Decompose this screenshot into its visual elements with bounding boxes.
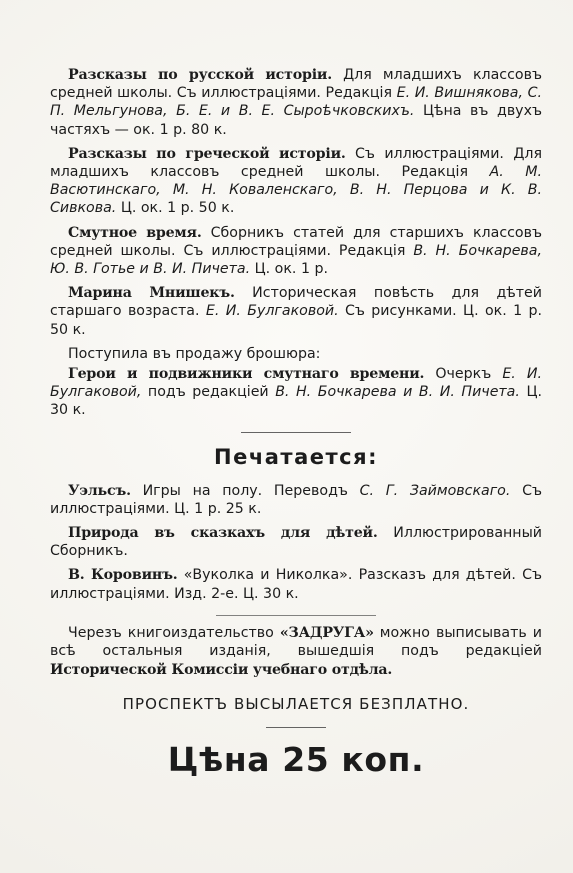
entry-price: Съ рисунками. Ц. ок. 1 р. 50 к. — [50, 303, 543, 338]
printing-entry-nature — [50, 524, 542, 560]
entry-text: «Вуколка и Николка». Разсказъ для дѣтей. Съ иллюстраціями. Изд. 2-е. Ц. 30 к. — [50, 567, 542, 602]
entry-editors: Е. И. Вишнякова, С. П. Мельгунова, Б. Е. и В. Е. Сыроѣчковскихъ. — [50, 85, 542, 120]
entry-title: Разсказы по русской исторіи. — [68, 67, 332, 83]
entry-marina-mnishek — [50, 284, 542, 339]
entry-text: Историческая повѣсть для дѣтей старшаго возраста. — [50, 285, 542, 320]
entry-title: Смутное время. — [68, 224, 202, 241]
brochure-text-2: подъ редакціей — [141, 384, 276, 401]
entry-text: Для младшихъ классовъ средней школы. Съ иллюстраціями. Редакція — [50, 67, 542, 102]
brochure-title: Герои и подвижники смутнаго времени. — [68, 366, 425, 383]
entry-text: Съ иллюстраціями. Для младшихъ классовъ средней школы. Редакція — [50, 145, 543, 181]
entry-editors: Е. И. Булгаковой. — [205, 303, 339, 320]
brochure-text: Очеркъ — [424, 366, 503, 383]
printing-entry-korovin — [50, 566, 542, 602]
brochure-price: Ц. 30 к. — [50, 384, 542, 419]
entry-russian-history — [50, 66, 542, 139]
entry-text: Иллюстрированный Сборникъ. — [50, 525, 542, 560]
divider — [266, 727, 326, 728]
cover-price: Цѣна 25 коп. — [167, 740, 425, 780]
entry-title: Марина Мнишекъ. — [68, 285, 235, 302]
brochure-editors: В. Н. Бочкарева и В. И. Пичета. — [275, 384, 520, 401]
footer-text-1: Черезъ книгоиздательство — [68, 624, 280, 641]
notice-on-sale: Поступила въ продажу брошюра: — [68, 345, 321, 362]
entry-title: В. Коровинъ. — [68, 567, 178, 584]
entry-text: Сборникъ статей для старшихъ классовъ средней школы. Съ иллюстраціями. Редакція — [50, 224, 542, 259]
printing-heading: Печатается: — [214, 444, 378, 469]
brochure-entry — [50, 365, 542, 420]
entry-title: Природа въ сказкахъ для дѣтей. — [68, 525, 378, 542]
commission-name: Исторической Комиссіи учебнаго отдѣла. — [50, 661, 393, 678]
entry-title: Уэльсъ. — [68, 482, 131, 499]
prospect-note: ПРОСПЕКТЪ ВЫСЫЛАЕТСЯ БЕЗПЛАТНО. — [122, 695, 470, 714]
divider — [241, 432, 351, 433]
entry-price: Съ иллюстраціями. Ц. 1 р. 25 к. — [50, 482, 543, 517]
footer-text-2: можно выписывать и всѣ остальныя изданія, вышедшія подъ редакціей — [50, 624, 542, 660]
footer-note — [50, 624, 542, 679]
entry-greek-history — [50, 145, 542, 218]
publisher-name: «ЗАДРУГА» — [279, 624, 374, 641]
content — [50, 66, 542, 779]
entry-text: Игры на полу. Переводъ — [130, 482, 360, 499]
printing-entry-wells — [50, 482, 542, 518]
entry-time-of-troubles — [50, 224, 542, 279]
entry-editors: В. Н. Бочкарева, Ю. В. Готье и В. И. Пичета. — [50, 242, 542, 278]
entry-title: Разсказы по греческой исторіи. — [68, 145, 346, 162]
entry-price: Ц. ок. 1 р. 50 к. — [116, 200, 235, 217]
entry-editors: А. М. Васютинскаго, М. Н. Коваленскаго, В. Н. Перцова и К. В. Сивкова. — [50, 164, 542, 217]
brochure-author: Е. И. Булгаковой, — [50, 366, 542, 401]
divider — [216, 615, 376, 616]
entry-price: Ц. ок. 1 р. — [250, 261, 328, 278]
entry-editors: С. Г. Займовскаго. — [359, 482, 511, 499]
entry-price: Цѣна въ двухъ частяхъ — ок. 1 р. 80 к. — [50, 103, 542, 138]
